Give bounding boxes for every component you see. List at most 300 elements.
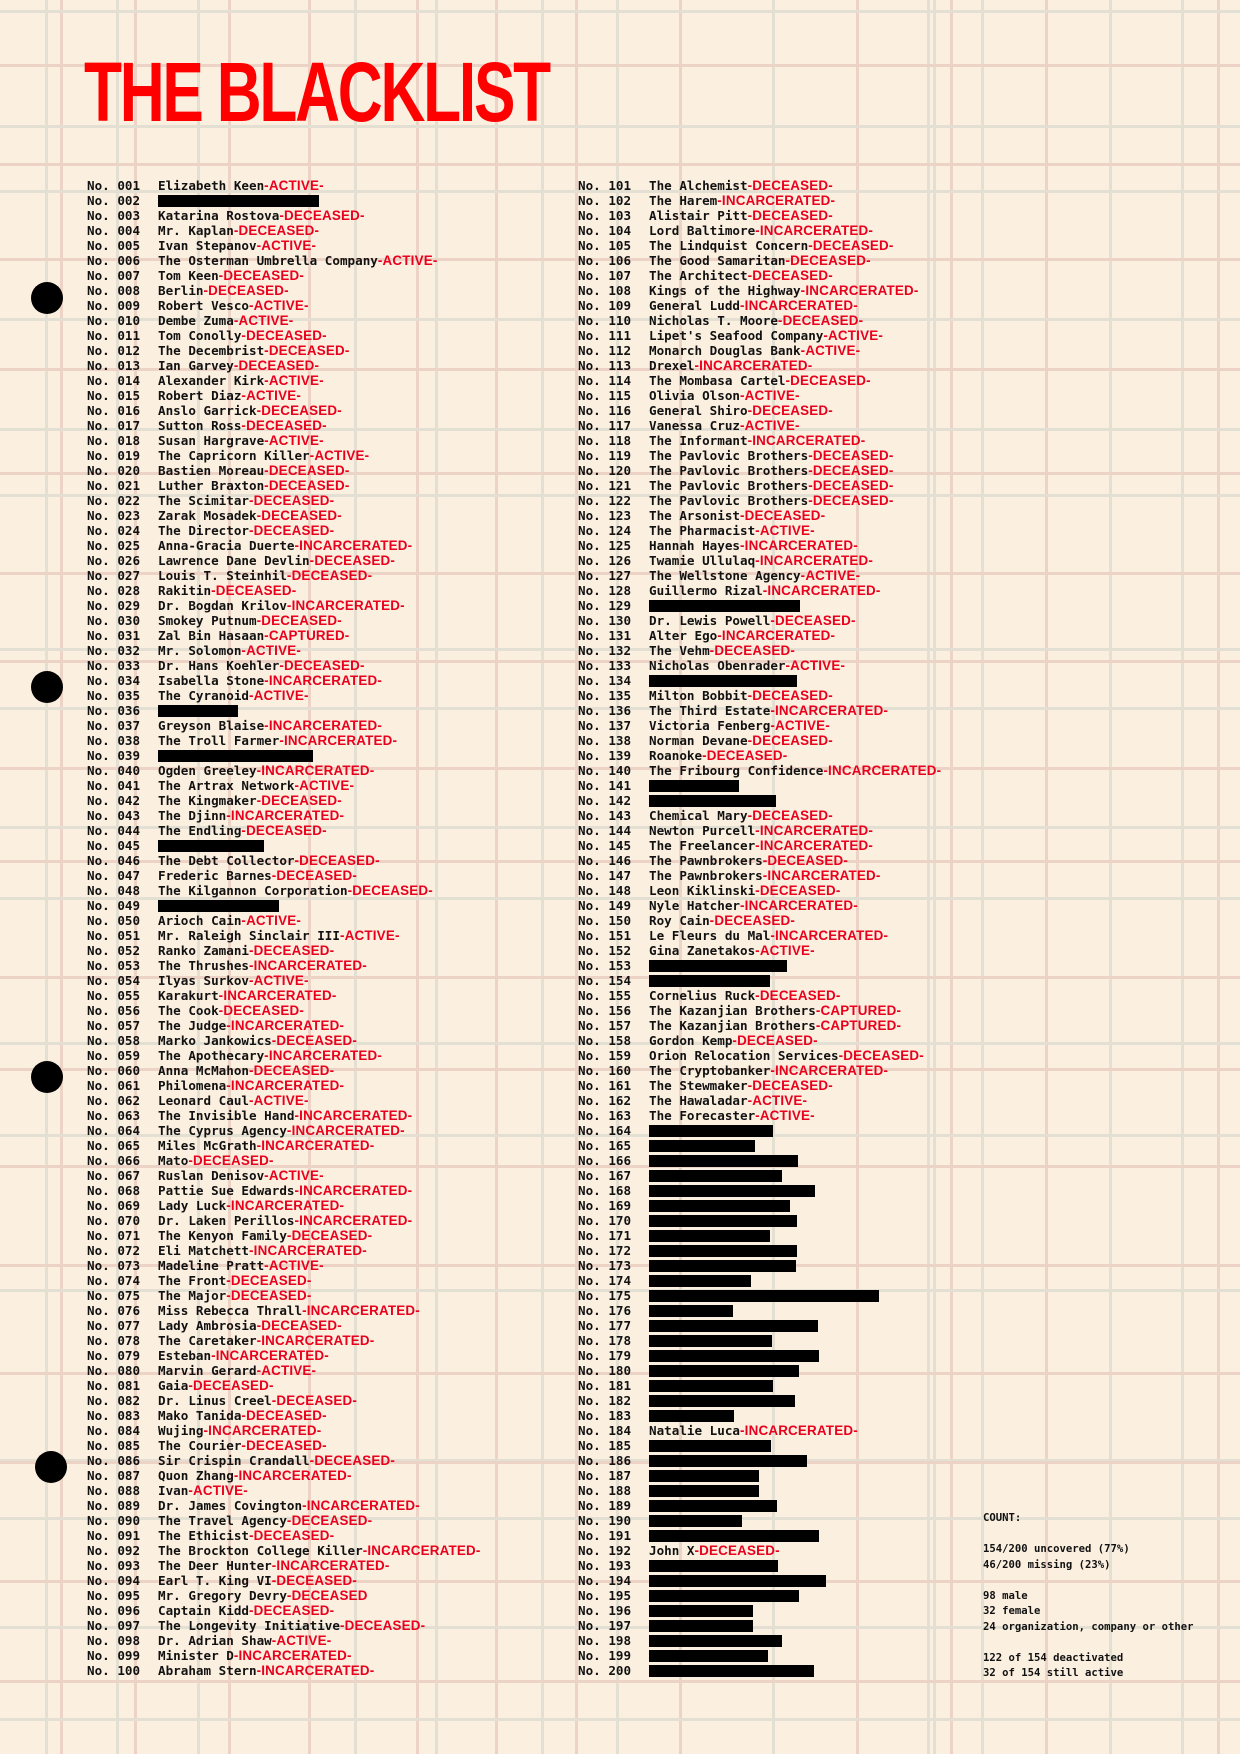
count-missing: 46/200 missing (23%) — [983, 1558, 1111, 1571]
list-item — [87, 1663, 481, 1678]
list-item — [87, 1468, 481, 1483]
status-badge: -INCARCERATED- — [226, 1198, 345, 1213]
entry-name: Lady Ambrosia — [158, 1318, 257, 1333]
entry-name: Natalie Luca — [649, 1423, 740, 1438]
list-item — [87, 463, 481, 478]
list-item — [578, 1078, 941, 1093]
status-badge: -ACTIVE- — [740, 418, 800, 433]
status-badge: -DECEASED- — [218, 268, 304, 283]
entry-name: Karakurt — [158, 988, 219, 1003]
entry-number: No. 183 — [578, 1408, 632, 1423]
entry-number: No. 054 — [87, 973, 141, 988]
list-item — [578, 988, 941, 1003]
entry-number: No. 149 — [578, 898, 632, 913]
status-badge: -DECEASED- — [218, 1003, 304, 1018]
entry-number: No. 070 — [87, 1213, 141, 1228]
list-item — [578, 553, 941, 568]
entry-number: No. 128 — [578, 583, 632, 598]
entry-name: Greyson Blaise — [158, 718, 265, 733]
list-item — [87, 883, 481, 898]
entry-name: Tom Keen — [158, 268, 219, 283]
entry-number: No. 162 — [578, 1093, 632, 1108]
list-item — [578, 1288, 941, 1303]
entry-number: No. 073 — [87, 1258, 141, 1273]
status-badge: -INCARCERATED- — [233, 1648, 352, 1663]
entry-number: No. 094 — [87, 1573, 141, 1588]
list-item — [578, 1213, 941, 1228]
entry-name: Lady Luck — [158, 1198, 227, 1213]
list-item — [578, 1528, 941, 1543]
redacted-bar — [649, 1485, 759, 1497]
entry-number: No. 119 — [578, 448, 632, 463]
entry-number: No. 147 — [578, 868, 632, 883]
status-badge: -INCARCERATED- — [800, 283, 919, 298]
list-item — [87, 808, 481, 823]
entry-number: No. 099 — [87, 1648, 141, 1663]
entry-number: No. 072 — [87, 1243, 141, 1258]
entry-name: The Kazanjian Brothers — [649, 1018, 816, 1033]
status-badge: -INCARCERATED- — [249, 1243, 367, 1258]
list-item — [578, 1108, 941, 1123]
list-item — [578, 178, 941, 193]
entry-name: Mako Tanida — [158, 1408, 242, 1423]
status-badge: -DECEASED- — [747, 688, 833, 703]
entry-name: Alexander Kirk — [158, 373, 265, 388]
entry-number: No. 086 — [87, 1453, 141, 1468]
status-badge: -DECEASED- — [785, 373, 871, 388]
entry-name: The Pavlovic Brothers — [649, 448, 809, 463]
list-item — [578, 238, 941, 253]
entry-number: No. 076 — [87, 1303, 141, 1318]
entry-name: Dembe Zuma — [158, 313, 234, 328]
list-item — [87, 748, 481, 763]
entry-number: No. 089 — [87, 1498, 141, 1513]
list-item — [87, 703, 481, 718]
status-badge: -INCARCERATED- — [249, 958, 367, 973]
entry-number: No. 085 — [87, 1438, 141, 1453]
list-item — [578, 358, 941, 373]
list-item — [87, 388, 481, 403]
list-item — [578, 1408, 941, 1423]
entry-number: No. 197 — [578, 1618, 632, 1633]
entry-name: Zal Bin Hasaan — [158, 628, 265, 643]
list-item — [578, 433, 941, 448]
entry-number: No. 121 — [578, 478, 632, 493]
list-item — [87, 718, 481, 733]
entry-number: No. 188 — [578, 1483, 632, 1498]
list-item — [578, 1048, 941, 1063]
list-item — [87, 1633, 481, 1648]
redacted-bar — [649, 1305, 733, 1317]
list-item — [87, 1558, 481, 1573]
entry-name: The Stewmaker — [649, 1078, 748, 1093]
entry-number: No. 008 — [87, 283, 141, 298]
list-item — [87, 553, 481, 568]
list-item — [87, 1108, 481, 1123]
status-badge: -ACTIVE- — [294, 778, 355, 793]
entry-number: No. 151 — [578, 928, 632, 943]
entry-number: No. 052 — [87, 943, 141, 958]
list-item — [578, 1663, 941, 1678]
status-badge: -ACTIVE- — [264, 433, 324, 448]
status-badge: -ACTIVE- — [339, 928, 400, 943]
list-item — [87, 1198, 481, 1213]
entry-name: The Travel Agency — [158, 1513, 287, 1528]
entry-number: No. 049 — [87, 898, 141, 913]
list-item — [87, 178, 481, 193]
entry-number: No. 199 — [578, 1648, 632, 1663]
status-badge: -INCARCERATED- — [740, 898, 858, 913]
hole-punch — [35, 1451, 67, 1483]
list-item — [578, 808, 941, 823]
entry-number: No. 109 — [578, 298, 632, 313]
list-item — [87, 1258, 481, 1273]
list-item — [578, 1618, 941, 1633]
redacted-bar — [649, 1410, 734, 1422]
entry-number: No. 030 — [87, 613, 141, 628]
redacted-bar — [158, 750, 313, 762]
status-badge: -DECEASED- — [256, 1318, 342, 1333]
entry-name: Nicholas T. Moore — [649, 313, 778, 328]
list-item — [87, 268, 481, 283]
entry-number: No. 117 — [578, 418, 632, 433]
entry-number: No. 152 — [578, 943, 632, 958]
status-badge: -DECEASED- — [347, 883, 433, 898]
entry-name: Quon Zhang — [158, 1468, 234, 1483]
redacted-bar — [649, 795, 776, 807]
list-item — [87, 1123, 481, 1138]
list-item — [578, 208, 941, 223]
entry-number: No. 135 — [578, 688, 632, 703]
list-item — [578, 1393, 941, 1408]
status-badge: -DECEASED- — [694, 1543, 780, 1558]
status-badge: -ACTIVE- — [241, 388, 302, 403]
entry-number: No. 173 — [578, 1258, 632, 1273]
status-badge: -ACTIVE- — [377, 253, 438, 268]
list-item — [87, 688, 481, 703]
entry-number: No. 044 — [87, 823, 141, 838]
entry-number: No. 138 — [578, 733, 632, 748]
entry-number: No. 193 — [578, 1558, 632, 1573]
entry-name: Olivia Olson — [649, 388, 740, 403]
status-badge: -ACTIVE- — [800, 343, 861, 358]
entry-name: The Forecaster — [649, 1108, 756, 1123]
status-badge: -DECEASED- — [309, 553, 395, 568]
status-badge: -INCARCERATED- — [770, 1063, 889, 1078]
status-badge: -CAPTURED- — [815, 1018, 902, 1033]
redacted-bar — [649, 600, 800, 612]
entry-number: No. 157 — [578, 1018, 632, 1033]
entry-number: No. 004 — [87, 223, 141, 238]
entry-name: Norman Devane — [649, 733, 748, 748]
list-item — [578, 868, 941, 883]
entry-name: The Deer Hunter — [158, 1558, 272, 1573]
status-badge: -DECEASED- — [188, 1153, 274, 1168]
status-badge: -DECEASED- — [770, 613, 856, 628]
list-item — [578, 418, 941, 433]
entry-number: No. 015 — [87, 388, 141, 403]
status-badge: -DECEASED- — [279, 208, 365, 223]
entry-number: No. 110 — [578, 313, 632, 328]
status-badge: -INCARCERATED- — [256, 1138, 375, 1153]
status-badge: -INCARCERATED- — [264, 1048, 383, 1063]
entry-number: No. 005 — [87, 238, 141, 253]
blacklist-column-left — [87, 178, 481, 1678]
entry-number: No. 024 — [87, 523, 141, 538]
count-heading: COUNT: — [983, 1512, 1022, 1524]
entry-number: No. 033 — [87, 658, 141, 673]
entry-number: No. 126 — [578, 553, 632, 568]
redacted-bar — [649, 1215, 797, 1227]
list-item — [87, 403, 481, 418]
entry-name: Susan Hargrave — [158, 433, 265, 448]
entry-number: No. 129 — [578, 598, 632, 613]
entry-number: No. 064 — [87, 1123, 141, 1138]
entry-name: Sir Crispin Crandall — [158, 1453, 310, 1468]
entry-name: The Brockton College Killer — [158, 1543, 363, 1558]
entry-name: Le Fleurs du Mal — [649, 928, 771, 943]
status-badge: -INCARCERATED- — [717, 193, 836, 208]
list-item — [578, 583, 941, 598]
list-item — [87, 313, 481, 328]
redacted-bar — [649, 1635, 782, 1647]
status-badge: -DECEASED- — [241, 418, 327, 433]
list-item — [87, 298, 481, 313]
status-badge: -DECEASED- — [226, 1288, 312, 1303]
status-badge: -DECEASED- — [249, 943, 335, 958]
status-badge: -DECEASED- — [264, 478, 350, 493]
status-badge: -INCARCERATED- — [755, 823, 874, 838]
grid-line — [1045, 0, 1048, 1754]
entry-name: Luther Braxton — [158, 478, 265, 493]
hole-punch — [31, 1061, 63, 1093]
list-item — [87, 538, 481, 553]
entry-number: No. 174 — [578, 1273, 632, 1288]
list-item — [578, 1138, 941, 1153]
list-item — [578, 1168, 941, 1183]
list-item — [578, 1438, 941, 1453]
list-item — [87, 928, 481, 943]
list-item — [578, 1468, 941, 1483]
entry-name: Hannah Hayes — [649, 538, 740, 553]
entry-number: No. 187 — [578, 1468, 632, 1483]
list-item — [578, 1423, 941, 1438]
entry-number: No. 164 — [578, 1123, 632, 1138]
status-badge: -INCARCERATED- — [294, 1213, 413, 1228]
list-item — [87, 1048, 481, 1063]
status-badge: -DECEASED- — [808, 448, 894, 463]
entry-name: Cornelius Ruck — [649, 988, 756, 1003]
entry-number: No. 192 — [578, 1543, 632, 1558]
count-deactivated: 122 of 154 deactivated — [983, 1651, 1124, 1664]
status-badge: -CAPTURED- — [815, 1003, 902, 1018]
entry-number: No. 100 — [87, 1663, 141, 1678]
entry-name: Ogden Greeley — [158, 763, 257, 778]
entry-name: Roanoke — [649, 748, 703, 763]
redacted-bar — [649, 1650, 768, 1662]
list-item — [87, 658, 481, 673]
status-badge: -ACTIVE- — [755, 943, 815, 958]
list-item — [87, 1138, 481, 1153]
status-badge: -ACTIVE- — [249, 688, 309, 703]
redacted-bar — [649, 1155, 798, 1167]
entry-name: John X — [649, 1543, 695, 1558]
status-badge: -DECEASED- — [256, 403, 342, 418]
entry-name: The Pavlovic Brothers — [649, 493, 809, 508]
entry-number: No. 018 — [87, 433, 141, 448]
list-item — [578, 523, 941, 538]
redacted-bar — [649, 1335, 772, 1347]
entry-name: The Pavlovic Brothers — [649, 463, 809, 478]
entry-number: No. 020 — [87, 463, 141, 478]
status-badge: -INCARCERATED- — [286, 1123, 405, 1138]
entry-number: No. 167 — [578, 1168, 632, 1183]
list-item — [87, 1153, 481, 1168]
redacted-bar — [158, 840, 264, 852]
redacted-bar — [649, 1350, 819, 1362]
entry-name: Leonard Caul — [158, 1093, 249, 1108]
entry-name: Robert Diaz — [158, 388, 242, 403]
list-item — [578, 298, 941, 313]
status-badge: -INCARCERATED- — [362, 1543, 481, 1558]
entry-number: No. 103 — [578, 208, 632, 223]
entry-name: Dr. Lewis Powell — [649, 613, 771, 628]
entry-name: Mr. Gregory Devry — [158, 1588, 287, 1603]
list-item — [578, 1543, 941, 1558]
redacted-bar — [158, 900, 279, 912]
redacted-bar — [649, 1320, 818, 1332]
entry-number: No. 007 — [87, 268, 141, 283]
grid-line — [1109, 0, 1112, 1754]
status-badge: -CAPTURED- — [264, 628, 350, 643]
entry-number: No. 016 — [87, 403, 141, 418]
list-item — [578, 1558, 941, 1573]
entry-number: No. 102 — [578, 193, 632, 208]
status-badge: -DECEASED- — [249, 1528, 335, 1543]
status-badge: -DECEASED- — [747, 208, 833, 223]
entry-number: No. 106 — [578, 253, 632, 268]
redacted-bar — [649, 1560, 778, 1572]
status-badge: -INCARCERATED- — [755, 553, 874, 568]
entry-name: Katarina Rostova — [158, 208, 280, 223]
entry-name: The Endling — [158, 823, 242, 838]
status-badge: -DECEASED- — [256, 793, 342, 808]
list-item — [578, 718, 941, 733]
entry-name: The Director — [158, 523, 249, 538]
list-item — [87, 613, 481, 628]
entry-name: Chemical Mary — [649, 808, 748, 823]
entry-number: No. 031 — [87, 628, 141, 643]
status-badge: -DECEASED- — [271, 868, 358, 883]
entry-number: No. 040 — [87, 763, 141, 778]
entry-name: The Pawnbrokers — [649, 853, 763, 868]
status-badge: -ACTIVE- — [800, 568, 861, 583]
entry-name: The Scimitar — [158, 493, 249, 508]
status-badge: -DECEASED- — [808, 238, 894, 253]
list-item — [87, 838, 481, 853]
entry-name: Ian Garvey — [158, 358, 234, 373]
list-item — [578, 1318, 941, 1333]
entry-number: No. 115 — [578, 388, 632, 403]
entry-number: No. 026 — [87, 553, 141, 568]
list-item — [578, 478, 941, 493]
entry-name: Eli Matchett — [158, 1243, 249, 1258]
grid-line — [0, 1718, 1240, 1721]
entry-number: No. 185 — [578, 1438, 632, 1453]
entry-number: No. 063 — [87, 1108, 141, 1123]
grid-line — [950, 0, 953, 1754]
entry-name: General Shiro — [649, 403, 748, 418]
entry-number: No. 142 — [578, 793, 632, 808]
entry-name: Dr. James Covington — [158, 1498, 303, 1513]
entry-number: No. 108 — [578, 283, 632, 298]
redacted-bar — [649, 1200, 790, 1212]
entry-name: Dr. Hans Koehler — [158, 658, 280, 673]
entry-number: No. 200 — [578, 1663, 632, 1678]
redacted-bar — [649, 1500, 777, 1512]
list-item — [87, 508, 481, 523]
status-badge: -INCARCERATED- — [740, 298, 858, 313]
entry-number: No. 161 — [578, 1078, 632, 1093]
entry-number: No. 184 — [578, 1423, 632, 1438]
status-badge: -INCARCERATED- — [226, 1018, 345, 1033]
entry-number: No. 037 — [87, 718, 141, 733]
entry-number: No. 039 — [87, 748, 141, 763]
entry-name: The Cyprus Agency — [158, 1123, 287, 1138]
status-badge: -DECEASED- — [271, 1033, 358, 1048]
entry-name: Abraham Stern — [158, 1663, 257, 1678]
status-badge: -INCARCERATED- — [762, 868, 881, 883]
status-badge: -DECEASED- — [709, 643, 795, 658]
redacted-bar — [649, 1185, 815, 1197]
entry-number: No. 170 — [578, 1213, 632, 1228]
entry-number: No. 111 — [578, 328, 632, 343]
entry-name: The Freelancer — [649, 838, 756, 853]
entry-name: The Wellstone Agency — [649, 568, 801, 583]
entry-number: No. 090 — [87, 1513, 141, 1528]
list-item — [87, 763, 481, 778]
entry-number: No. 001 — [87, 178, 141, 193]
entry-number: No. 083 — [87, 1408, 141, 1423]
entry-number: No. 061 — [87, 1078, 141, 1093]
entry-name: Gaia — [158, 1378, 189, 1393]
list-item — [578, 1033, 941, 1048]
entry-name: Smokey Putnum — [158, 613, 257, 628]
list-item — [87, 988, 481, 1003]
entry-number: No. 084 — [87, 1423, 141, 1438]
list-item — [578, 1243, 941, 1258]
status-badge: -ACTIVE- — [249, 298, 309, 313]
list-item — [87, 343, 481, 358]
count-organization: 24 organization, company or other — [983, 1620, 1194, 1633]
status-badge: -INCARCERATED- — [256, 1333, 375, 1348]
list-item — [578, 763, 941, 778]
status-badge: -DECEASED- — [755, 988, 841, 1003]
entry-name: The Mombasa Cartel — [649, 373, 786, 388]
entry-name: Earl T. King VI — [158, 1573, 272, 1588]
entry-name: The Decembrist — [158, 343, 265, 358]
entry-number: No. 198 — [578, 1633, 632, 1648]
entry-name: Rakitin — [158, 583, 212, 598]
status-badge: -ACTIVE- — [256, 238, 317, 253]
status-badge: -INCARCERATED- — [226, 808, 345, 823]
entry-name: The Architect — [649, 268, 748, 283]
status-badge: -INCARCERATED- — [302, 1303, 420, 1318]
list-item — [87, 1228, 481, 1243]
entry-number: No. 006 — [87, 253, 141, 268]
entry-number: No. 179 — [578, 1348, 632, 1363]
status-badge: -INCARCERATED- — [271, 1558, 390, 1573]
